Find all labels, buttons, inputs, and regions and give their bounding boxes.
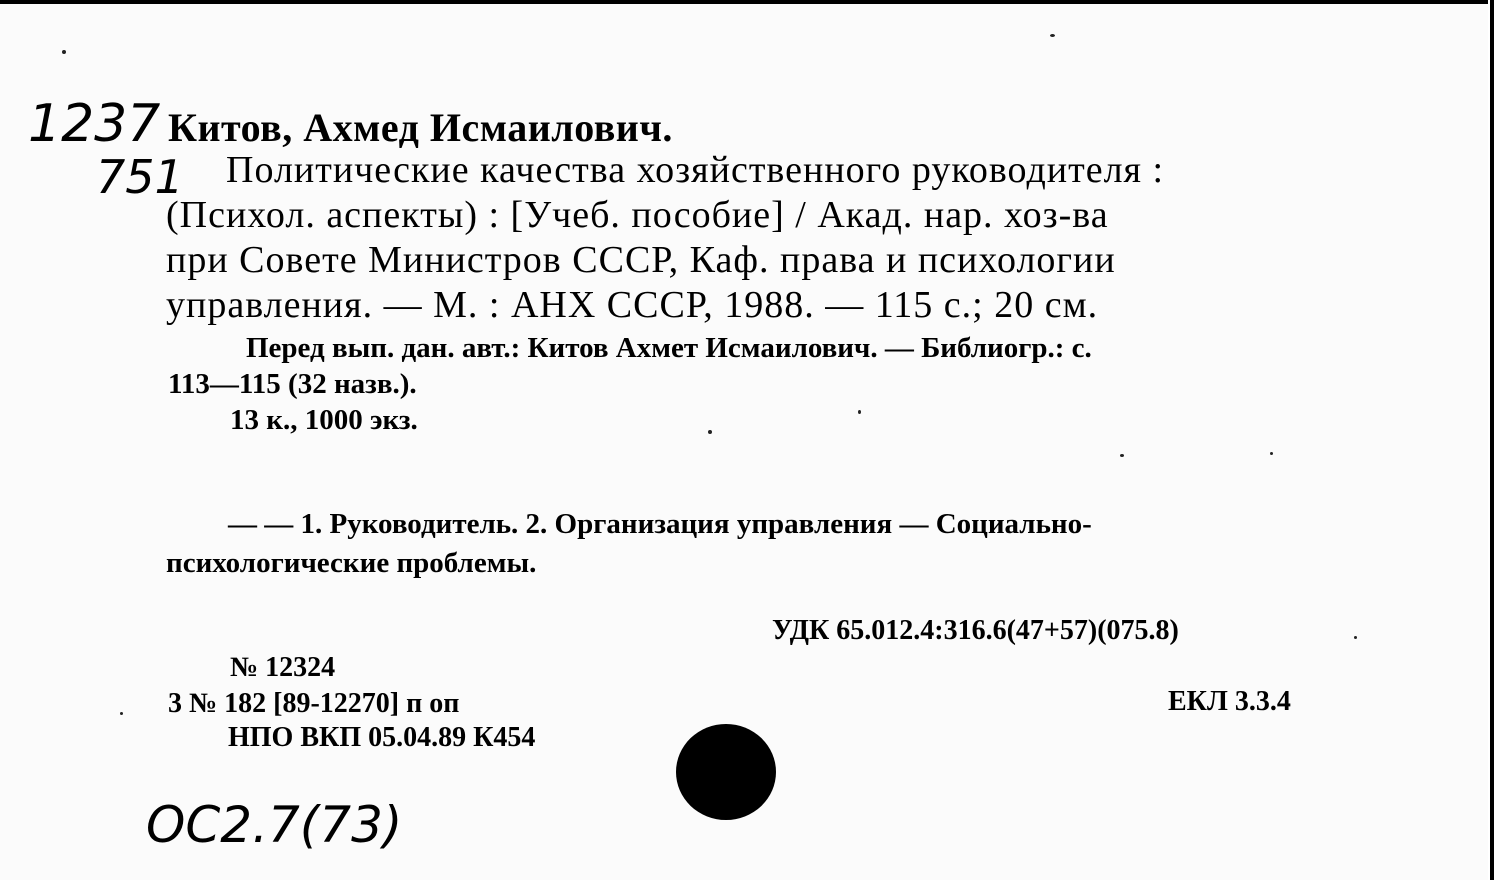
author-heading: Китов, Ахмед Исмаилович. <box>168 105 673 150</box>
record-number: № 12324 <box>230 652 336 683</box>
title-line-3: при Совете Министров СССР, Каф. права и психологии <box>166 239 1116 281</box>
registration-line: 3 № 182 [89-12270] п оп <box>168 688 460 719</box>
speck <box>1050 34 1055 37</box>
handwritten-shelf-code: ОС2.7(73) <box>146 796 403 854</box>
udk-code: УДК 65.012.4:316.6(47+57)(075.8) <box>772 615 1179 646</box>
handwritten-call-number-second: 751 <box>96 150 184 204</box>
speck <box>1120 454 1124 457</box>
notes-line-2: 113—115 (32 назв.). <box>168 368 417 400</box>
npo-line: НПО ВКП 05.04.89 К454 <box>228 722 536 753</box>
speck <box>1270 452 1273 455</box>
speck <box>708 430 712 434</box>
title-line-2: (Психол. аспекты) : [Учеб. пособие] / Акад. нар. хоз-ва <box>166 194 1109 236</box>
speck <box>1354 636 1357 639</box>
title-line-1: Политические качества хозяйственного руководителя : <box>226 149 1165 191</box>
handwritten-call-number: 1237 <box>28 94 161 154</box>
card-punch-hole <box>676 724 776 820</box>
subjects-line-2: психологические проблемы. <box>166 547 537 579</box>
speck <box>120 712 123 715</box>
speck <box>62 50 66 54</box>
ekl-code: ЕКЛ 3.3.4 <box>1168 686 1291 717</box>
speck <box>858 410 861 414</box>
card-right-edge <box>1488 0 1496 880</box>
price-line: 13 к., 1000 экз. <box>230 404 418 436</box>
title-line-4: управления. — М. : АНХ СССР, 1988. — 115 с.; 20 см. <box>166 284 1099 326</box>
card-top-edge <box>0 0 1496 4</box>
subjects-line-1: — — 1. Руководитель. 2. Организация управления — Социально- <box>228 508 1092 540</box>
notes-line-1: Перед вып. дан. авт.: Китов Ахмет Исмаилович. — Библиогр.: с. <box>246 332 1092 364</box>
